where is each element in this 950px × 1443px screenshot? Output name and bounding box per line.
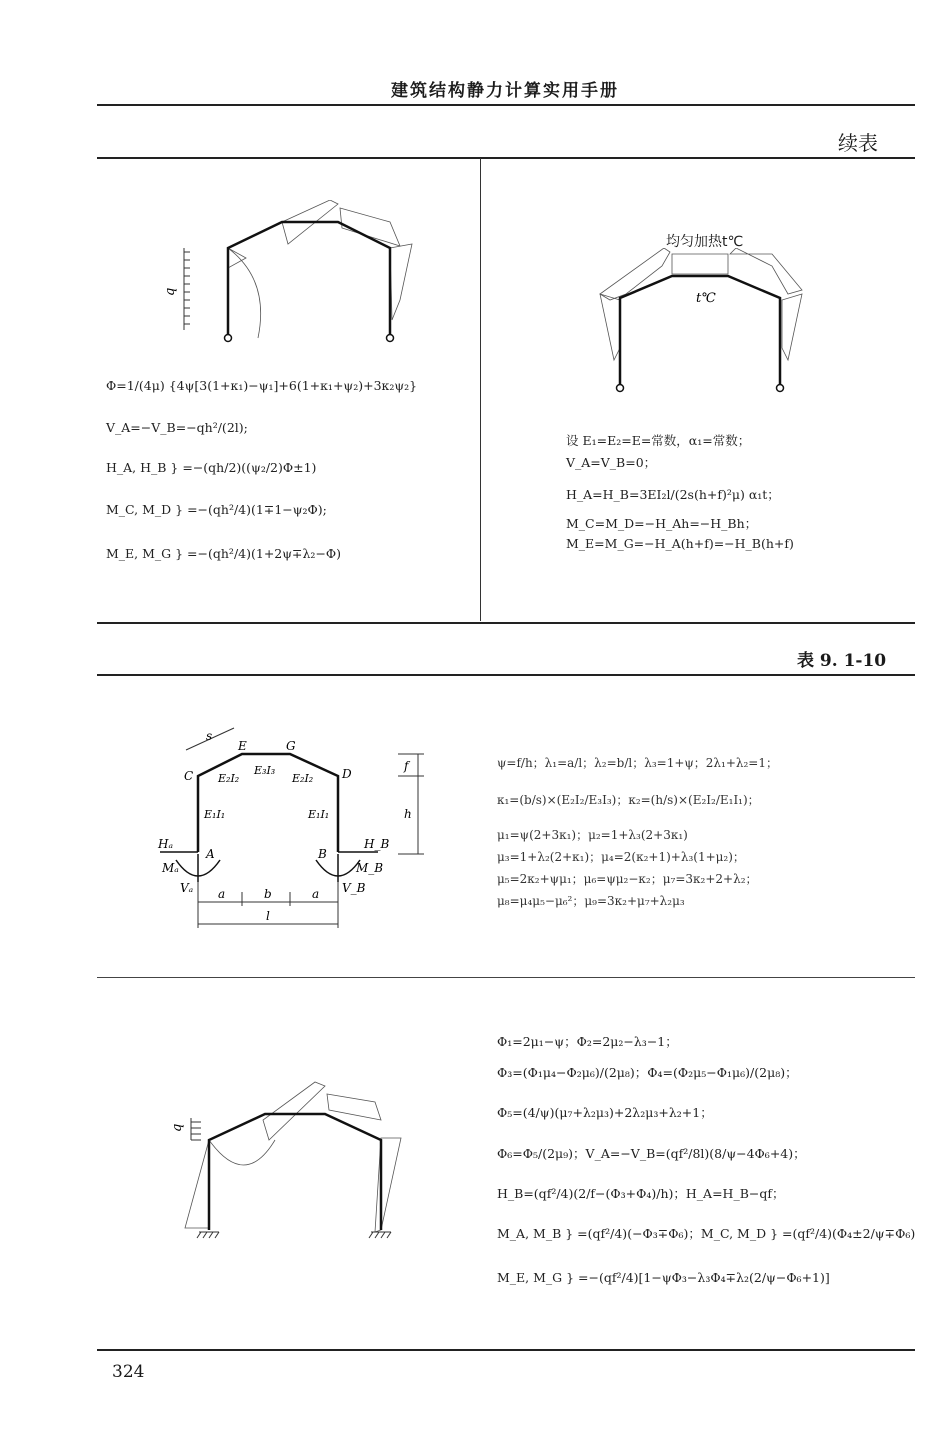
rafter-formula-4: Φ₆=Φ₅/(2μ₉)；V_A=−V_B=(qf²/8l)(8/ψ−4Φ₆+4)； [497,1146,806,1161]
header-rule [97,104,915,106]
label-E2I2-left: E₂I₂ [218,772,240,785]
fixed-supports [197,1232,391,1238]
rafter-formula-1: Φ₁=2μ₁−ψ；Φ₂=2μ₂−λ₃−1； [497,1034,678,1049]
label-C: C [184,769,194,783]
label-A: A [206,847,215,861]
label-B: B [318,847,327,861]
geometry-formula-5: μ₅=2κ₂+ψμ₁；μ₆=ψμ₂−κ₂；μ₇=3κ₂+2+λ₂； [497,872,758,886]
table-bottom-rule [97,622,915,624]
panel-frame-heating [596,248,806,402]
hinge-support-right [387,335,394,342]
label-MA: Mₐ [162,861,179,875]
heating-horizontal-reactions: H_A=H_B=3EI₂l/(2s(h+f)²μ) α₁t； [566,487,780,502]
rafter-formula-7: M_E, M_G } =−(qf²/4)[1−ψΦ₃−λ₃Φ₄∓λ₂(2/ψ−Φ₆+1)] [497,1270,830,1285]
geometry-formula-4: μ₃=1+λ₂(2+κ₁)；μ₄=2(κ₂+1)+λ₃(1+μ₂)； [497,850,745,864]
frame-members-rafter [209,1114,381,1230]
heating-vertical-reactions: V_A=V_B=0； [566,455,657,470]
hinge-support-left [617,385,624,392]
moment-diagram [185,1082,401,1232]
label-h: h [404,807,412,821]
section-rule [97,977,915,978]
label-E: E [238,739,247,753]
panel-divider [480,158,481,621]
geometry-formula-6: μ₈=μ₄μ₅−μ₆²；μ₉=3κ₂+μ₇+λ₂μ₃ [497,894,685,908]
label-l: l [266,909,270,923]
label-VA: Vₐ [180,881,194,895]
label-E3I3: E₃I₃ [254,764,276,777]
temperature-label: t℃ [696,291,716,306]
label-VB: V_B [342,881,366,895]
hinge-support-left [225,335,232,342]
load-label-q: q [170,1123,185,1132]
table2-top-rule [97,674,915,676]
heating-assumption: 设 E₁=E₂=E=常数，α₁=常数； [566,433,751,448]
formula-phi: Φ=1/(4μ) {4ψ[3(1+κ₁)−ψ₁]+6(1+κ₁+ψ₂)+3κ₂ψ₂} [106,378,418,393]
geometry-formula-2: κ₁=(b/s)×(E₂I₂/E₃I₃)；κ₂=(h/s)×(E₂I₂/E₁I₁)； [497,793,760,807]
formula-vertical-reactions: V_A=−V_B=−qh²/(2l); [106,420,248,435]
geometry-formula-1: ψ=f/h；λ₁=a/l；λ₂=b/l；λ₃=1+ψ；2λ₁+λ₂=1； [497,756,778,770]
distributed-load-arrows [191,1118,201,1140]
rafter-formula-2: Φ₃=(Φ₁μ₄−Φ₂μ₆)/(2μ₈)；Φ₄=(Φ₂μ₅−Φ₁μ₆)/(2μ₈)； [497,1065,798,1080]
frame-geometry-diagram [150,722,440,932]
formula-moments-cd: M_C, M_D } =−(qh²/4)(1∓1−ψ₂Φ); [106,502,327,517]
label-f: f [404,759,409,773]
frame-members [228,222,390,336]
continuation-label: 续表 [838,131,878,155]
rafter-formula-3: Φ₅=(4/ψ)(μ₇+λ₂μ₃)+2λ₂μ₃+λ₂+1； [497,1105,713,1120]
label-HB: H_B [364,837,390,851]
label-E1I1-right: E₁I₁ [308,808,330,821]
heating-moments-eg: M_E=M_G=−H_A(h+f)=−H_B(h+f) [566,536,794,551]
label-E2I2-right: E₂I₂ [292,772,314,785]
heating-moments-cd: M_C=M_D=−H_Ah=−H_Bh； [566,516,758,531]
label-D: D [342,767,352,781]
label-a-left: a [218,887,226,901]
formula-horizontal-reactions: H_A, H_B } =−(qh/2)((ψ₂/2)Φ±1) [106,460,317,475]
table-end-rule [97,1349,915,1351]
label-G: G [286,739,296,753]
geometry-formula-3: μ₁=ψ(2+3κ₁)；μ₂=1+λ₃(2+3κ₁) [497,828,688,842]
label-s: s [206,729,213,743]
distributed-load-arrows [184,248,190,330]
label-a-right: a [312,887,320,901]
label-MB: M_B [356,861,384,875]
table-label: 表 9. 1-10 [797,651,887,671]
rafter-formula-6: M_A, M_B } =(qf²/4)(−Φ₃∓Φ₆)；M_C, M_D } =(qf²/4)(Φ₄±2/ψ∓Φ₆) [497,1226,916,1241]
page-header: 建筑结构静力计算实用手册 [391,81,619,101]
panel-frame-rafter-load [165,1080,415,1254]
heating-title: 均匀加热t℃ [666,234,744,250]
frame-geometry-panel [150,722,440,936]
support-reactions [160,852,378,882]
frame-diagram-uniform-heating [596,248,806,398]
page-number: 324 [112,1362,145,1382]
panel-frame-uniform-load [160,200,460,364]
rafter-formula-5: H_B=(qf²/4)(2/f−(Φ₃+Φ₄)/h)；H_A=H_B−qf； [497,1186,785,1201]
formula-moments-eg: M_E, M_G } =−(qh²/4)(1+2ψ∓λ₂−Φ) [106,546,342,561]
hinge-support-right [777,385,784,392]
frame-diagram-horizontal-load [160,200,460,360]
label-b: b [264,887,272,901]
load-label-q: q [163,287,178,296]
frame-diagram-rafter-load [165,1080,415,1250]
label-E1I1-left: E₁I₁ [204,808,226,821]
label-HA: Hₐ [158,837,173,851]
table-top-rule [97,157,915,159]
moment-diagram [228,200,412,338]
